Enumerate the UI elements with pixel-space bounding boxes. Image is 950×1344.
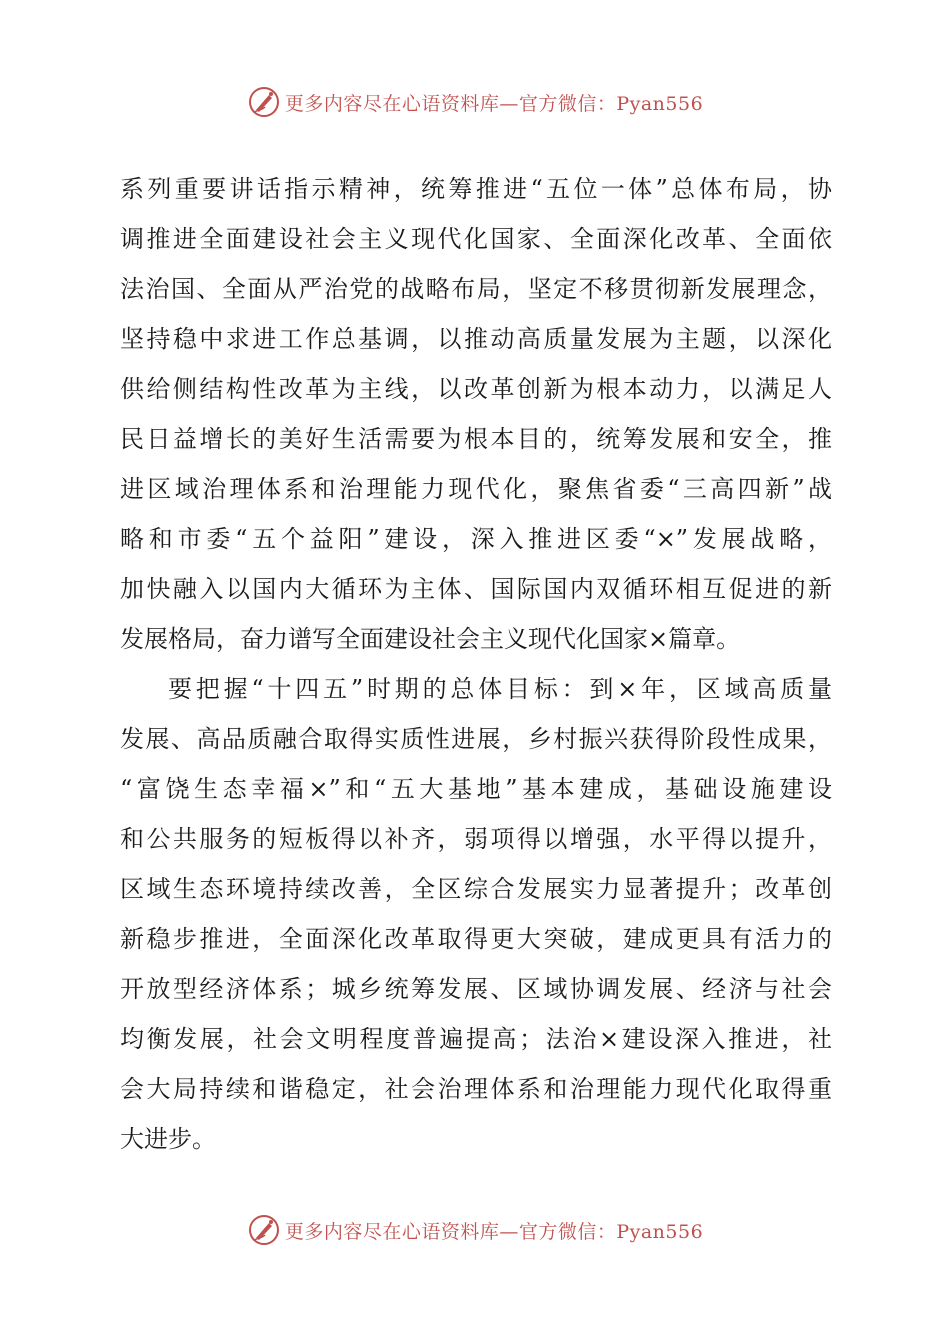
paragraph-1 xyxy=(120,164,832,664)
text-line: 民日益增长的美好生活需要为根本目的，统筹发展和安全，推 xyxy=(120,425,832,453)
text-line: 均衡发展，社会文明程度普遍提高；法治×建设深入推进，社 xyxy=(120,1025,832,1053)
text-line: 发展格局，奋力谱写全面建设社会主义现代化国家×篇章。 xyxy=(120,625,741,653)
text-line: 大进步。 xyxy=(120,1125,216,1153)
text-line: 和公共服务的短板得以补齐，弱项得以增强，水平得以提升， xyxy=(120,825,832,853)
footer-banner-text: 更多内容尽在心语资料库—官方微信：Pyan556 xyxy=(284,1220,704,1243)
text-line: 要把握“十四五”时期的总体目标：到×年，区域高质量 xyxy=(168,675,832,703)
text-line: 系列重要讲话指示精神，统筹推进“五位一体”总体布局，协 xyxy=(120,175,832,203)
text-line: 调推进全面建设社会主义现代化国家、全面深化改革、全面依 xyxy=(120,225,832,253)
text-line: 法治国、全面从严治党的战略布局，坚定不移贯彻新发展理念， xyxy=(120,275,832,303)
pen-logo-icon xyxy=(247,1213,281,1247)
footer-banner xyxy=(0,1210,950,1250)
text-line: 略和市委“五个益阳”建设，深入推进区委“×”发展战略， xyxy=(120,525,832,553)
text-line: 加快融入以国内大循环为主体、国际国内双循环相互促进的新 xyxy=(120,575,832,603)
text-line: 开放型经济体系；城乡统筹发展、区域协调发展、经济与社会 xyxy=(120,975,832,1003)
pen-logo-icon xyxy=(247,85,281,119)
text-line: 发展、高品质融合取得实质性进展，乡村振兴获得阶段性成果， xyxy=(120,725,832,753)
text-line: 供给侧结构性改革为主线，以改革创新为根本动力，以满足人 xyxy=(120,375,832,403)
text-line: 坚持稳中求进工作总基调，以推动高质量发展为主题，以深化 xyxy=(120,325,832,353)
text-line: 进区域治理体系和治理能力现代化，聚焦省委“三高四新”战 xyxy=(120,475,832,503)
text-line: “富饶生态幸福×”和“五大基地”基本建成，基础设施建设 xyxy=(120,775,832,803)
text-line: 新稳步推进，全面深化改革取得更大突破，建成更具有活力的 xyxy=(120,925,832,953)
paragraph-2 xyxy=(120,664,832,1164)
text-line: 区域生态环境持续改善，全区综合发展实力显著提升；改革创 xyxy=(120,875,832,903)
text-line: 会大局持续和谐稳定，社会治理体系和治理能力现代化取得重 xyxy=(120,1075,832,1103)
header-banner xyxy=(0,82,950,122)
header-banner-text: 更多内容尽在心语资料库—官方微信：Pyan556 xyxy=(284,92,704,115)
document-body xyxy=(120,164,832,1164)
